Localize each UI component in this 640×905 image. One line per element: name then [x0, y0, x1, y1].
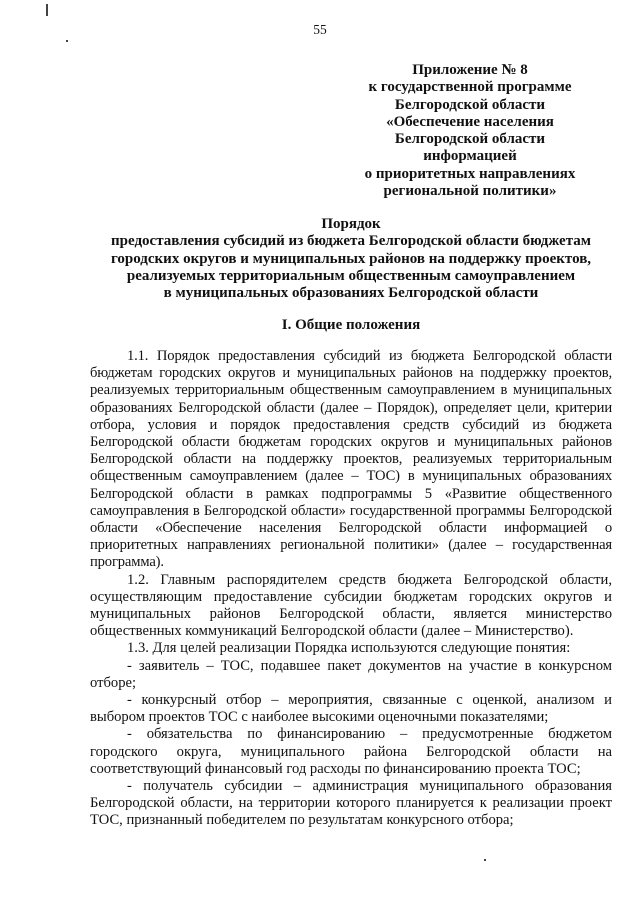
section-heading: I. Общие положения: [281, 317, 421, 333]
scan-artifact-mark: [66, 40, 68, 42]
paragraph: 1.2. Главным распорядителем средств бюджета Белгородской области, осуществляющим предоставление субсидии бюджетам городских округов и муниципальных районов Белгородской области, является министерство общественных коммуникаций Белгородской области (далее – Министерство).: [90, 571, 612, 640]
appendix-header: [350, 62, 590, 200]
definition-item: - заявитель – ТОС, подавшее пакет документов на участие в конкурсном отборе;: [90, 657, 612, 691]
appendix-line: к государственной программе: [368, 79, 572, 96]
title-line: Порядок: [321, 216, 381, 232]
page-number: 55: [313, 22, 327, 37]
title-line: реализуемых территориальным общественным самоуправлением: [126, 267, 576, 284]
scan-artifact-mark: [46, 4, 48, 16]
appendix-line: региональной политики»: [383, 183, 557, 200]
title-line: в муниципальных образованиях Белгородской области: [163, 285, 539, 302]
scan-artifact-mark: [484, 859, 486, 861]
appendix-line: Приложение № 8: [412, 62, 528, 78]
paragraph: 1.1. Порядок предоставления субсидий из бюджета Белгородской области бюджетам городских округов и муниципальных районов на поддержку проектов, реализуемых территориальным общественным самоуправлением в муниципальных образованиях Белгородской области (далее – Порядок), определяет цели, критерии отбора, условия и порядок предоставления средств субсидий из бюджета Белгородской области бюджетам городских округов и муниципальных районов Белгородской области на поддержку проектов, реализуемых территориальным общественным самоуправлением (далее – ТОС) в муниципальных образованиях Белгородской области в рамках подпрограммы 5 «Развитие общественного самоуправления в Белгородской области» государственной программы Белгородской области «Обеспечение населения Белгородской области информацией о приоритетных направлениях региональной политики» (далее – государственная программа).: [90, 348, 612, 571]
title-line: предоставления субсидий из бюджета Белгородской области бюджетам: [111, 233, 591, 250]
definition-item: - получатель субсидии – администрация муниципального образования Белгородской области, на территории которого планируется к реализации проект ТОС, признанный победителем по результатам конкурсного отбора;: [90, 778, 612, 829]
definition-item: - обязательства по финансированию – предусмотренные бюджетом городского округа, муниципального района Белгородской области на соответствующий финансовый год расходы по финансированию проекта ТОС;: [90, 726, 612, 777]
paragraph: 1.3. Для целей реализации Порядка используются следующие понятия:: [127, 640, 571, 657]
appendix-line: Белгородской области информацией: [394, 131, 546, 165]
appendix-line: о приоритетных направлениях: [364, 165, 576, 182]
document-title: [90, 216, 612, 302]
title-line: городских округов и муниципальных районов на поддержку проектов,: [110, 250, 592, 267]
section-body: [90, 348, 612, 830]
definition-item: - конкурсный отбор – мероприятия, связанные с оценкой, анализом и выбором проектов ТОС с наиболее высокими оценочными показателями;: [90, 692, 612, 726]
appendix-line: Белгородской области: [394, 96, 546, 113]
appendix-line: «Обеспечение населения: [386, 113, 554, 130]
